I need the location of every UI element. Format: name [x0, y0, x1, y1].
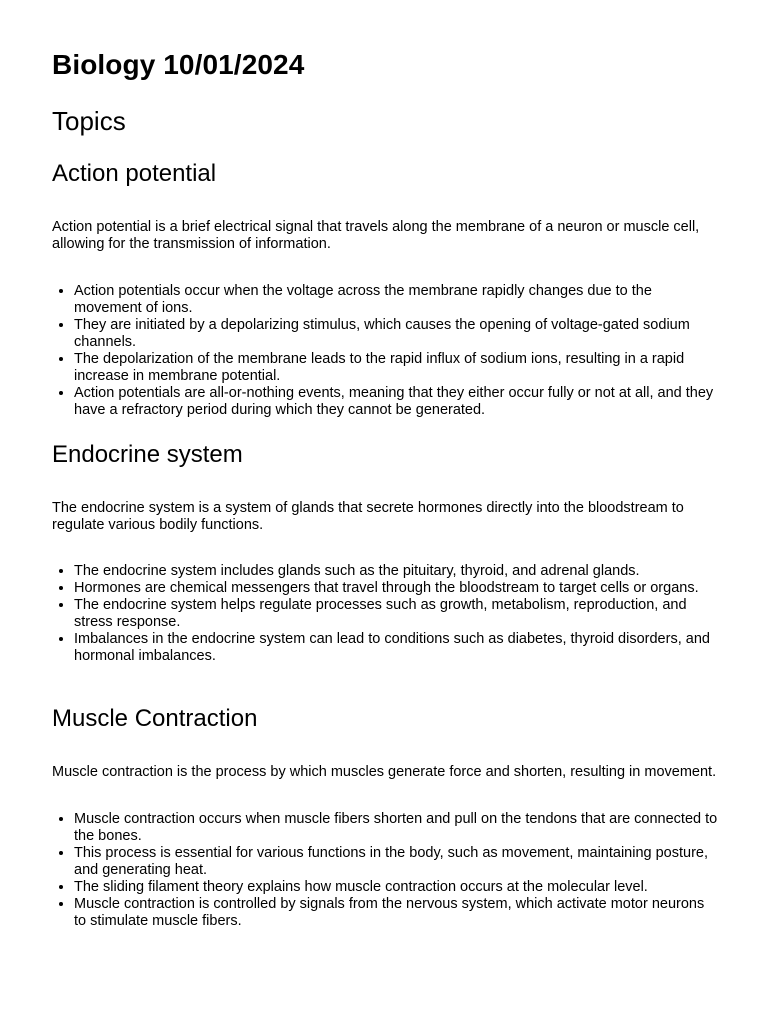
- section-heading: Action potential: [52, 160, 217, 187]
- list-item: • They are initiated by a depolarizing stimulus, which causes the opening of voltage-gated sodium channels.: [74, 317, 718, 351]
- section-endocrine-system: [52, 439, 718, 665]
- list-item: • The endocrine system includes glands such as the pituitary, thyroid, and adrenal glands.: [74, 563, 718, 580]
- list-item: • The sliding filament theory explains how muscle contraction occurs at the molecular level.: [74, 879, 718, 896]
- list-item: • This process is essential for various functions in the body, such as movement, maintaining posture, and generating heat.: [74, 845, 718, 879]
- document-title: Biology 10/01/2024: [52, 49, 305, 80]
- bullet-list: [52, 563, 718, 665]
- bullet-list: [52, 811, 718, 930]
- section-heading: Endocrine system: [52, 441, 243, 468]
- section-intro: The endocrine system is a system of glands that secrete hormones directly into the bloodstream to regulate various bodily functions.: [52, 500, 684, 533]
- list-item: • Action potentials occur when the voltage across the membrane rapidly changes due to the movement of ions.: [74, 283, 718, 317]
- list-item: • The endocrine system helps regulate processes such as growth, metabolism, reproduction, and stress response.: [74, 597, 718, 631]
- bullet-list: [52, 283, 718, 419]
- list-item: • Imbalances in the endocrine system can lead to conditions such as diabetes, thyroid disorders, and hormonal imbalances.: [74, 631, 718, 665]
- section-intro: Muscle contraction is the process by which muscles generate force and shorten, resulting in movement.: [52, 764, 717, 780]
- topics-heading: Topics: [52, 106, 126, 136]
- section-action-potential: [52, 158, 718, 419]
- section-intro: Action potential is a brief electrical signal that travels along the membrane of a neuron or muscle cell, allowing for the transmission of information.: [52, 219, 700, 252]
- list-item: • Action potentials are all-or-nothing events, meaning that they either occur fully or not at all, and they have a refractory period during which they cannot be generated.: [74, 385, 718, 419]
- list-item: • Muscle contraction is controlled by signals from the nervous system, which activate motor neurons to stimulate muscle fibers.: [74, 896, 718, 930]
- list-item: • The depolarization of the membrane leads to the rapid influx of sodium ions, resulting in a rapid increase in membrane potential.: [74, 351, 718, 385]
- list-item: • Muscle contraction occurs when muscle fibers shorten and pull on the tendons that are connected to the bones.: [74, 811, 718, 845]
- section-heading: Muscle Contraction: [52, 705, 258, 732]
- section-muscle-contraction: [52, 703, 718, 930]
- list-item: • Hormones are chemical messengers that travel through the bloodstream to target cells or organs.: [74, 580, 718, 597]
